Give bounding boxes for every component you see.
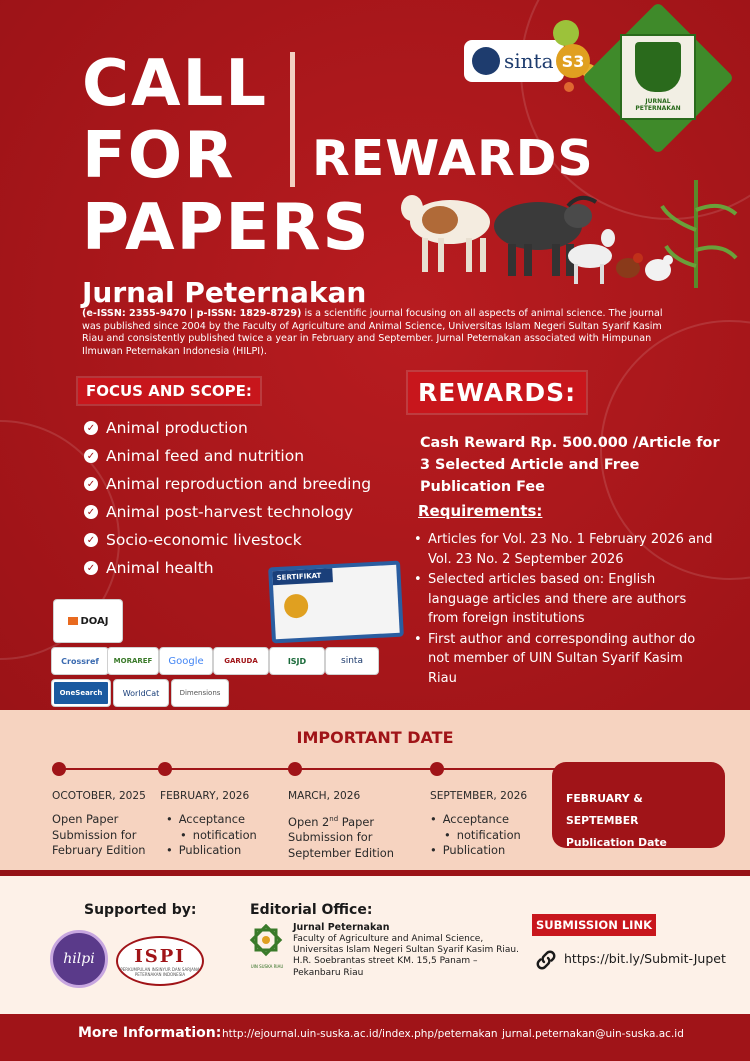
scope-item: [84, 442, 371, 470]
garuda-logo: GARUDA: [214, 648, 268, 674]
isjd-logo: ISJD: [270, 648, 324, 674]
check-icon: ✓: [84, 421, 98, 435]
milestone-bullet-text: notification: [192, 827, 257, 842]
livestock-illustration: [400, 180, 740, 290]
milestone-bullet-continued: [166, 828, 257, 844]
publication-date-box: [552, 762, 725, 848]
journal-description: [82, 308, 672, 358]
timeline-dot: [288, 762, 302, 776]
timeline-dot: [430, 762, 444, 776]
milestone-line-post: Paper: [338, 814, 375, 829]
ispi-logo-text: ISPI: [134, 945, 186, 967]
sinta-grade-badge: S3: [556, 44, 590, 78]
chicken-icon: [645, 255, 673, 281]
milestone-line: September Edition: [288, 845, 394, 860]
milestone-body: [166, 812, 257, 859]
ispi-logo-subtext: PERKUMPULAN INSINYUR DAN SARJANA PETERNAKAN INDONESIA: [120, 966, 200, 977]
google-scholar-logo: Google: [160, 648, 212, 674]
journal-issn: (e-ISSN: 2355-9470 | p-ISSN: 1829-8729): [82, 308, 302, 319]
cash-reward-text: Cash Reward Rp. 500.000 /Article for 3 Selected Article and Free Publication Fee: [420, 435, 720, 495]
requirements-list: [414, 530, 714, 689]
milestone-bullet: • Acceptance: [430, 812, 521, 828]
milestone-line: Submission for: [52, 827, 137, 842]
scope-item-label: Animal post-harvest technology: [106, 503, 354, 521]
timeline-dot: [52, 762, 66, 776]
livestock-emblem-icon: [635, 42, 681, 92]
milestone-date: SEPTEMBER, 2026: [430, 790, 528, 802]
scope-item-label: Animal production: [106, 419, 248, 437]
hilpi-logo: [50, 930, 108, 988]
publication-months: FEBRUARY & SEPTEMBER: [566, 792, 643, 827]
milestone-body: [52, 812, 146, 859]
cow-icon: [401, 195, 490, 272]
scope-item-label: Socio-economic livestock: [106, 531, 302, 549]
uin-suska-logo-icon: [248, 924, 284, 964]
milestone-date: OCOTOBER, 2025: [52, 790, 146, 802]
journal-email-link[interactable]: jurnal.peternakan@uin-suska.ac.id: [502, 1028, 684, 1040]
decorative-dot: [553, 20, 579, 46]
milestone-body: [430, 812, 521, 859]
submission-link[interactable]: https://bit.ly/Submit-Jupet: [564, 951, 726, 966]
milestone-bullet-text: notification: [456, 827, 521, 842]
scope-list: [84, 414, 371, 582]
milestone-bullet: • Publication: [430, 843, 521, 859]
milestone-line: February Edition: [52, 843, 146, 857]
scope-item-label: Animal health: [106, 559, 214, 577]
milestone-bullet: • Publication: [166, 843, 257, 859]
scope-item-label: Animal feed and nutrition: [106, 447, 305, 465]
milestone-bullet-continued: [430, 828, 521, 844]
sinta-logo-text: sinta: [504, 49, 554, 73]
title-papers: PAPERS: [82, 191, 371, 265]
sinta-index-logo: sinta: [326, 648, 378, 674]
medal-icon: [284, 593, 309, 618]
certificate-paper: [272, 565, 399, 639]
dimensions-logo: Dimensions: [172, 680, 228, 706]
editorial-name: Jurnal Peternakan: [293, 922, 390, 933]
scope-item: [84, 498, 371, 526]
journal-logo-caption: JURNAL PETERNAKAN: [635, 98, 681, 112]
journal-logo: [620, 34, 696, 120]
doaj-logo: [54, 600, 122, 642]
focus-scope-title: FOCUS AND SCOPE:: [78, 378, 260, 404]
title-divider: [290, 52, 295, 187]
important-date-title: IMPORTANT DATE: [296, 728, 454, 747]
hilpi-logo-text: hilpi: [63, 951, 95, 967]
accreditation-certificate: [268, 561, 404, 644]
submission-link-title: SUBMISSION LINK: [532, 914, 656, 936]
scope-item: [84, 526, 371, 554]
supported-by-title: Supported by:: [84, 902, 197, 918]
sinta-emblem-icon: [472, 47, 500, 75]
sinta-logo: [464, 40, 564, 82]
milestone-line: Submission for: [288, 830, 373, 845]
crossref-logo: Crossref: [52, 648, 108, 674]
decorative-dot: [564, 82, 574, 92]
scope-item-label: Animal reproduction and breeding: [106, 475, 372, 493]
moraref-logo: MORAREF: [108, 648, 158, 674]
title-call: CALL: [82, 47, 269, 121]
milestone-line: [288, 812, 394, 830]
uin-logo-caption: UIN SUSKA RIAU: [250, 964, 284, 969]
milestone-bullets: [430, 812, 521, 859]
milestone-body: [288, 812, 394, 861]
rewards-headline: REWARDS: [312, 130, 594, 187]
worldcat-logo: WorldCat: [114, 680, 168, 706]
milestone-bullets: [166, 812, 257, 859]
milestone-line-pre: Open 2: [288, 814, 330, 829]
milestone-bullet: • Acceptance: [166, 812, 257, 828]
milestone-line: Open Paper: [52, 812, 119, 826]
publication-label: Publication Date: [566, 836, 667, 849]
rooster-icon: [616, 253, 643, 278]
check-icon: ✓: [84, 561, 98, 575]
journal-description-text: is a scientific journal focusing on all aspects of animal science. The journal was published since 2004 by the Faculty of Agriculture and Animal Science, Universitas Islam Negeri Sultan Syarif Kasim Riau and consistently published twice a year in February and September. Jurnal Peternakan associated with Himpunan Ilmuwan Peternakan Indonesia (HILPI).: [82, 308, 663, 357]
check-icon: ✓: [84, 533, 98, 547]
check-icon: ✓: [84, 505, 98, 519]
timeline-line: [60, 768, 560, 770]
milestone-date: MARCH, 2026: [288, 790, 361, 802]
requirements-title: Requirements:: [418, 502, 543, 520]
scope-item: [84, 414, 371, 442]
requirement-item: • Articles for Vol. 23 No. 1 February 2026 and Vol. 23 No. 2 September 2026: [414, 530, 714, 569]
journal-url-link[interactable]: http://ejournal.uin-suska.ac.id/index.php/peternakan: [222, 1028, 498, 1040]
check-icon: ✓: [84, 449, 98, 463]
title-for: FOR: [82, 119, 236, 193]
certificate-title: SERTIFIKAT: [272, 568, 333, 585]
rewards-section-title: REWARDS:: [408, 372, 586, 413]
doaj-label: DOAJ: [80, 615, 109, 627]
milestone-date: FEBRUARY, 2026: [160, 790, 250, 802]
journal-name: Jurnal Peternakan: [82, 276, 367, 309]
timeline-dot: [158, 762, 172, 776]
editorial-address: Faculty of Agriculture and Animal Science, Universitas Islam Negeri Sultan Syarif Kasim Riau. H.R. Soebrantas street KM. 15,5 Panam – Pekanbaru Riau: [293, 934, 519, 978]
requirement-item: • First author and corresponding author do not member of UIN Sultan Syarif Kasim Riau: [414, 630, 714, 689]
ispi-logo: [116, 936, 204, 986]
link-icon: [534, 948, 558, 972]
requirement-item: • Selected articles based on: English language articles and there are authors from foreign institutions: [414, 570, 714, 629]
scope-item: [84, 470, 371, 498]
editorial-office-title: Editorial Office:: [250, 902, 373, 918]
milestone-line-sup: nd: [329, 815, 339, 823]
check-icon: ✓: [84, 477, 98, 491]
more-information-label: More Information:: [78, 1025, 222, 1041]
doaj-icon: [68, 617, 78, 625]
onesearch-logo: OneSearch: [52, 680, 110, 706]
corn-plant-icon: [662, 180, 736, 288]
